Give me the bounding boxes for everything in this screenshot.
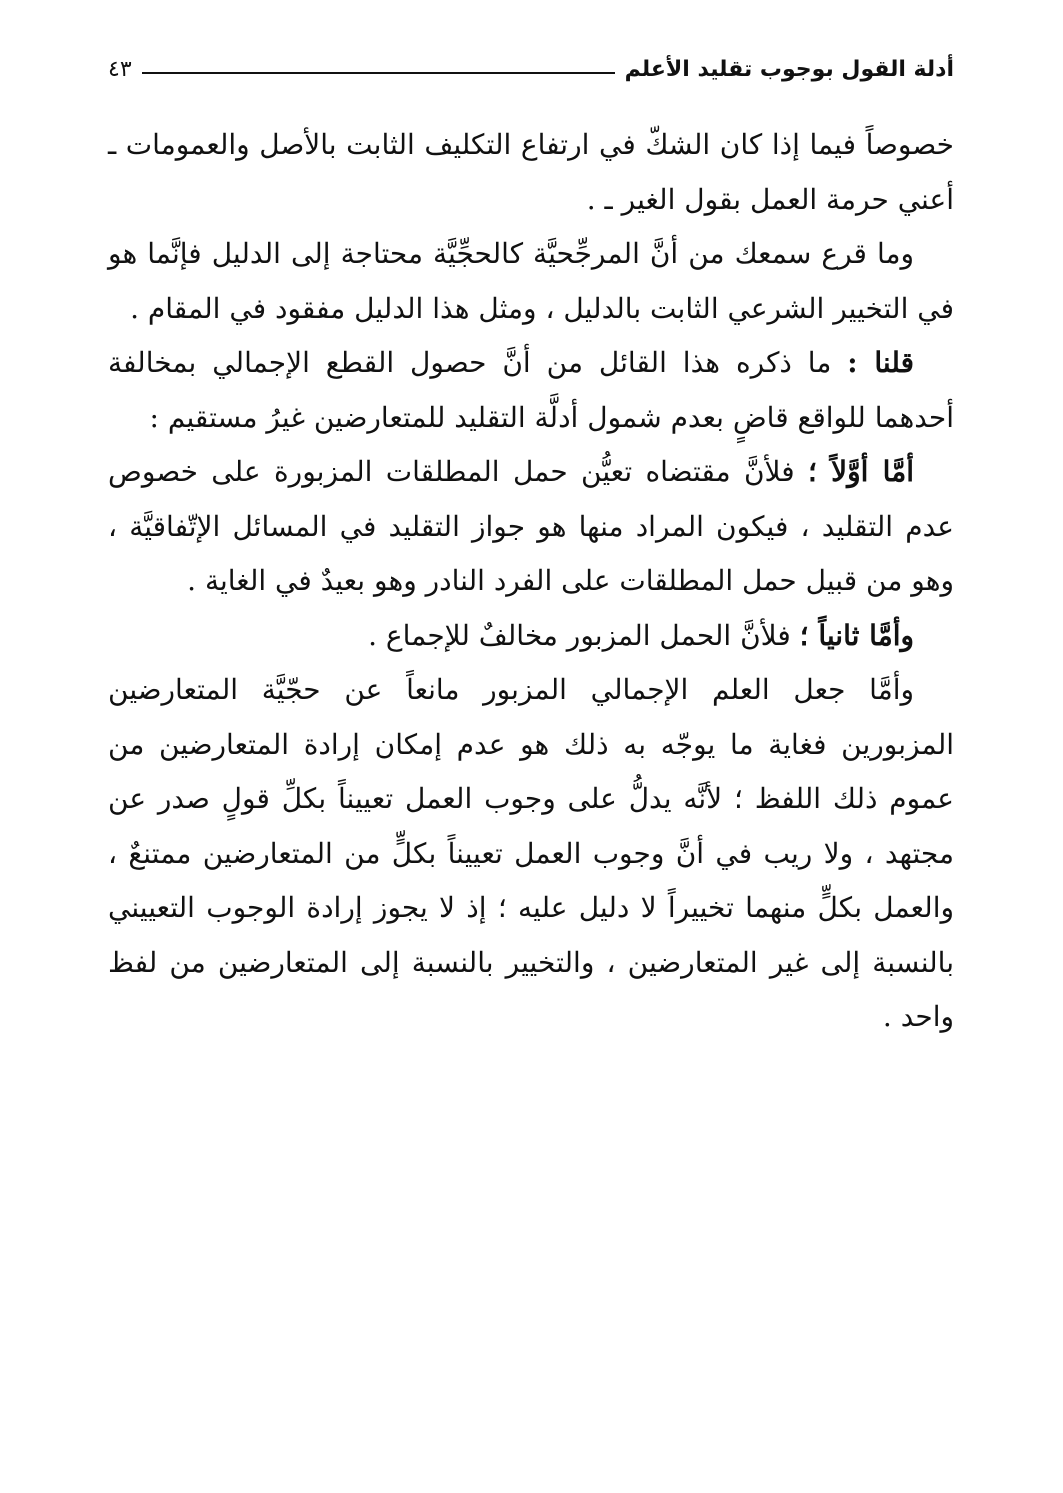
paragraph-4-lead: أمَّا أوَّلاً ؛ bbox=[808, 455, 914, 488]
paragraph-4-text: فلأنَّ مقتضاه تعيُّن حمل المطلقات المزبورة على خصوص عدم التقليد ، فيكون المراد منها هو جواز التقليد في المسائل الإتّفاقيَّة ، وهو من قبيل حمل المطلقات على الفرد النادر وهو بعيدٌ في الغاية . bbox=[108, 455, 954, 597]
paragraph-3-text: ما ذكره هذا القائل من أنَّ حصول القطع الإجمالي بمخالفة أحدهما للواقع قاضٍ بعدم شمول أدلَّة التقليد للمتعارضين غيرُ مستقيم : bbox=[108, 346, 954, 434]
paragraph-3 bbox=[108, 336, 954, 445]
body-text bbox=[108, 118, 954, 1045]
running-header bbox=[108, 52, 954, 86]
paragraph-1: خصوصاً فيما إذا كان الشكّ في ارتفاع التكليف الثابت بالأصل والعمومات ـ أعني حرمة العمل بقول الغير ـ . bbox=[108, 128, 954, 216]
paragraph-3-lead: قلنا : bbox=[847, 346, 914, 379]
header-rule bbox=[142, 72, 615, 74]
header-title: أدلة القول بوجوب تقليد الأعلم bbox=[624, 56, 954, 82]
paragraph-6: وأمَّا جعل العلم الإجمالي المزبور مانعاً عن حجّيَّة المتعارضين المزبورين فغاية ما يوجّه به ذلك هو عدم إمكان إرادة المتعارضين من عموم ذلك اللفظ ؛ لأنَّه يدلُّ على وجوب العمل تعييناً بكلِّ قولٍ صدر عن مجتهد ، ولا ريب في أنَّ وجوب العمل تعييناً بكلٍّ من المتعارضين ممتنعٌ ، والعمل بكلٍّ منهما تخييراً لا دليل عليه ؛ إذ لا يجوز إرادة الوجوب التعييني بالنسبة إلى غير المتعارضين ، والتخيير بالنسبة إلى المتعارضين من لفظ واحد . bbox=[108, 673, 955, 1033]
paragraph-5-text: فلأنَّ الحمل المزبور مخالفٌ للإجماع . bbox=[368, 618, 791, 652]
paragraph-4 bbox=[108, 445, 954, 609]
page-number: ٤٣ bbox=[108, 56, 132, 82]
paragraph-5-lead: وأمَّا ثانياً ؛ bbox=[799, 618, 914, 652]
paragraph-5 bbox=[108, 609, 954, 664]
paragraph-2: وما قرع سمعك من أنَّ المرجِّحيَّة كالحجِّيَّة محتاجة إلى الدليل فإنَّما هو في التخيير الشرعي الثابت بالدليل ، ومثل هذا الدليل مفقود في المقام . bbox=[108, 237, 954, 325]
